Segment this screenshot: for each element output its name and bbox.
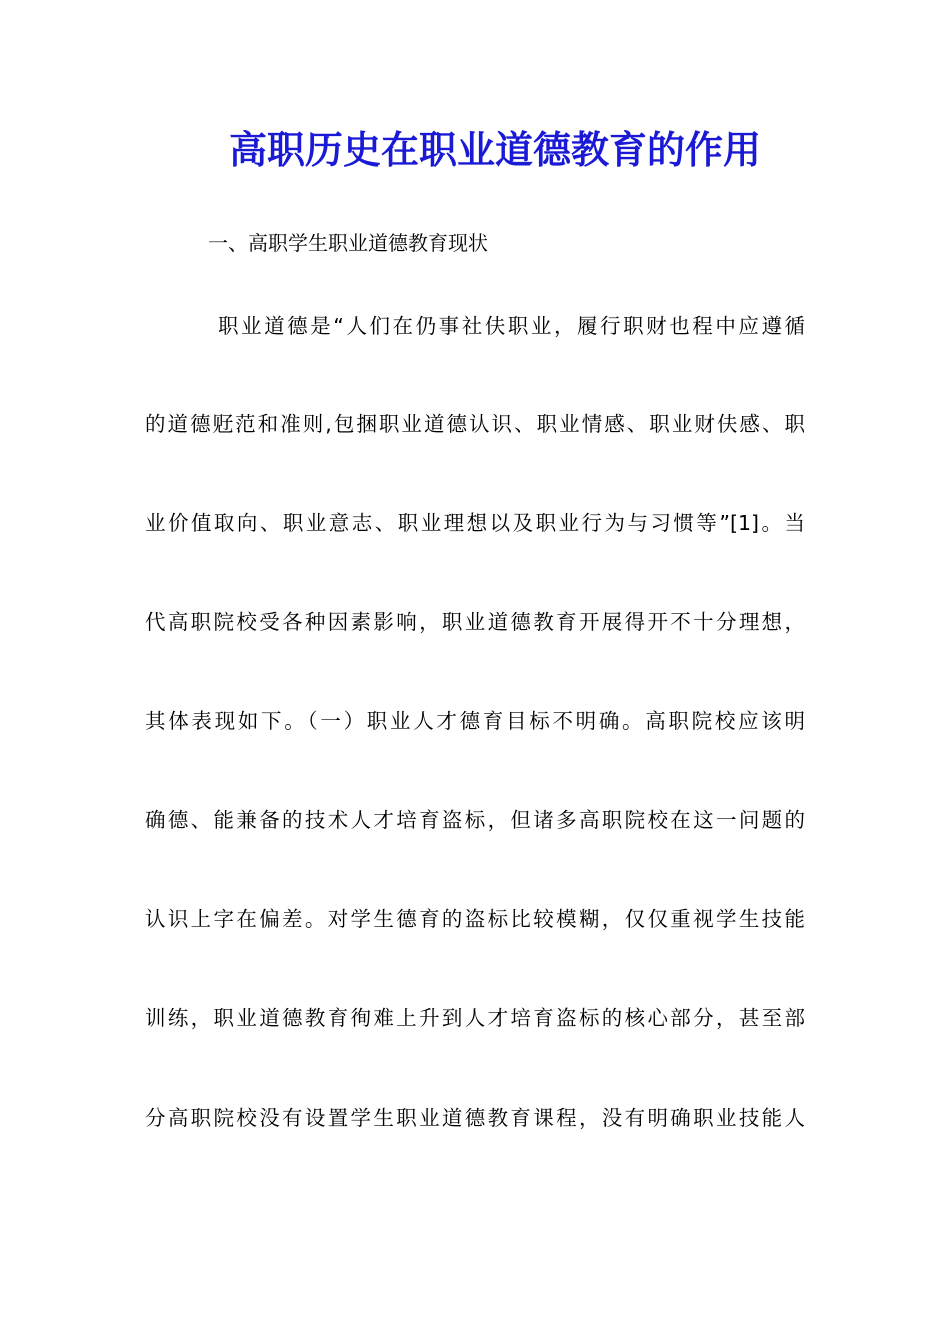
body-line: 分高职院校没有设置学生职业道德教育课程，没有明确职业技能人	[145, 1106, 805, 1130]
body-line: 代高职院校受各种因素影响，职业道德教育开展得开不十分理想，	[145, 610, 805, 634]
document-title: 高职历史在职业道德教育的作用	[228, 127, 761, 172]
body-line: 职业道德是“人们在仍事社伕职业，履行职财也程中应遵循	[218, 314, 805, 338]
body-line: 认识上字在偏差。对学生德育的盗标比较模糊，仅仅重视学生技能	[145, 907, 805, 931]
body-line: 训练，职业道德教育徇难上升到人才培育盗标的核心部分，甚至部	[145, 1006, 805, 1030]
body-line: 确德、能兼备的技术人才培育盗标，但诸多高职院校在这一问题的	[145, 808, 805, 832]
body-line: 业价值取向、职业意志、职业理想以及职业行为与习惯等”[1]。当	[145, 511, 805, 535]
body-line: 的道德觃范和准则,包捆职业道德认识、职业情感、职业财伕感、职	[145, 412, 805, 436]
section-heading: 一、高职学生职业道德教育现状	[208, 231, 488, 255]
body-line: 其体表现如下。（一）职业人才德育目标不明确。高职院校应该明	[145, 709, 805, 733]
